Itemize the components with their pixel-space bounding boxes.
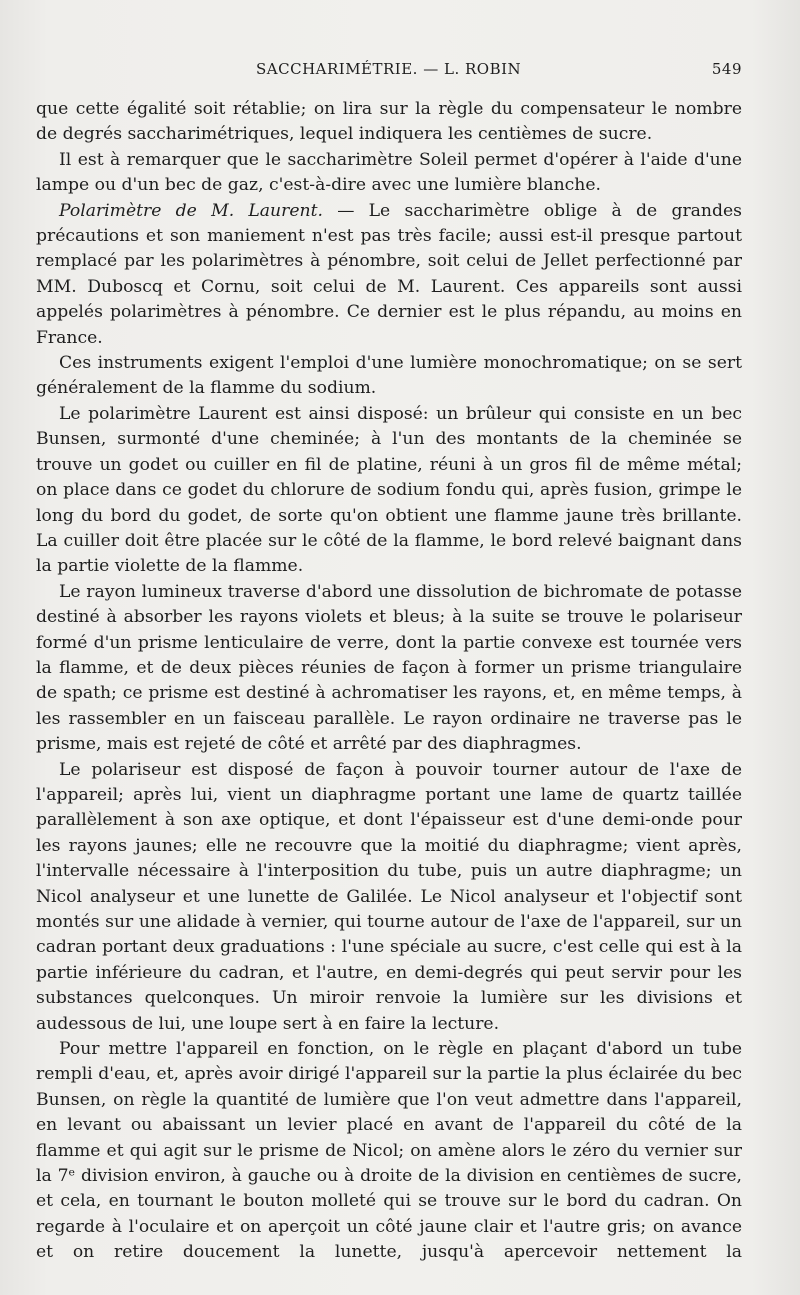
page-number: 549 bbox=[711, 60, 742, 78]
section-title-laurent: Polarimètre de M. Laurent. bbox=[59, 200, 323, 221]
page-header bbox=[36, 60, 742, 84]
paragraph-laurent-intro bbox=[36, 199, 742, 351]
paragraph-light-ray: Le rayon lumineux traverse d'abord une dissolution de bichromate de potasse destiné à absorber les rayons violets et bleus; à la suite se trouve le polariseur formé d'un prisme lenticulaire de verre, dont la partie convexe est tournée vers la flamme, et de deux pièces réunies de façon à former un prisme triangulaire de spath; ce prisme est destiné à achromatiser les rayons, et, en même temps, à les rassembler en un faisceau parallèle. Le rayon ordinaire ne traverse pas le prisme, mais est rejeté de côté et arrêté par des diaphragmes. bbox=[36, 581, 742, 755]
paragraph-polarizer: Le polariseur est disposé de façon à pouvoir tourner autour de l'axe de l'appareil; après lui, vient un diaphragme portant une lame de quartz taillée parallèlement à son axe optique, et dont l'épaisseur est d'une demi-onde pour les rayons jaunes; elle ne recouvre que la moitié du diaphragme; vient après, l'intervalle nécessaire à l'interposition du tube, puis un autre diaphragme; un Nicol analyseur et une lunette de Galilée. Le Nicol analyseur et l'objectif sont montés sur une alidade à vernier, qui tourne autour de l'axe de l'appareil, sur un cadran portant deux graduations : l'une spéciale au sucre, c'est celle qui est à la partie inférieure du cadran, et l'autre, en demi-degrés qui peut servir pour les substances quelconques. Un miroir renvoie la lumière sur les divisions et audessous de lui, une loupe sert à en faire la lecture. bbox=[36, 759, 742, 1034]
running-head: SACCHARIMÉTRIE. — L. ROBIN bbox=[256, 60, 522, 78]
paragraph-continuation: que cette égalité soit rétablie; on lira sur la règle du compensateur le nombre de degrés saccharimétriques, lequel indiquera les centièmes de sucre. bbox=[36, 99, 742, 145]
paragraph-soleil-note: Il est à remarquer que le saccharimètre Soleil permet d'opérer à l'aide d'une lampe ou d'un bec de gaz, c'est-à-dire avec une lumière blanche. bbox=[36, 149, 742, 196]
body-text bbox=[36, 97, 742, 1266]
paragraph-laurent-intro-text: — Le saccharimètre oblige à de grandes précautions et son maniement n'est pas très facile; aussi est-il presque partout remplacé par les polarimètres à pénombre, soit celui de Jellet perfectionné par MM. Duboscq et Cornu, soit celui de M. Laurent. Ces appareils sont aussi appelés polarimètres à pénombre. Ce dernier est le plus répandu, au moins en France. bbox=[36, 200, 742, 348]
paragraph-burner: Le polarimètre Laurent est ainsi disposé: un brûleur qui consiste en un bec Bunsen, surmonté d'une cheminée; à l'un des montants de la cheminée se trouve un godet ou cuiller en fil de platine, réuni à un gros fil de même métal; on place dans ce godet du chlorure de sodium fondu qui, après fusion, grimpe le long du bord du godet, de sorte qu'on obtient une flamme jaune très brillante. La cuiller doit être placée sur le côté de la flamme, le bord relevé baignant dans la partie violette de la flamme. bbox=[36, 403, 742, 577]
paragraph-monochromatic: Ces instruments exigent l'emploi d'une lumière monochromatique; on se sert généralement de la flamme du sodium. bbox=[36, 353, 742, 399]
paragraph-operation: Pour mettre l'appareil en fonction, on le règle en plaçant d'abord un tube rempli d'eau, et, après avoir dirigé l'appareil sur la partie la plus éclairée du bec Bunsen, on règle la quantité de lumière que l'on veut admettre dans l'appareil, en levant ou abaissant un levier placé en avant de l'appareil du côté de la flamme et qui agit sur le prisme de Nicol; on amène alors le zéro du vernier sur la 7ᵉ division environ, à gauche ou à droite de la division en centièmes de sucre, et cela, en tournant le bouton molleté qui se trouve sur le bord du cadran. On regarde à l'oculaire et on aperçoit un côté jaune clair et l'autre gris; on avance et on retire doucement la lunette, jusqu'à apercevoir nettement la bbox=[36, 1039, 742, 1263]
